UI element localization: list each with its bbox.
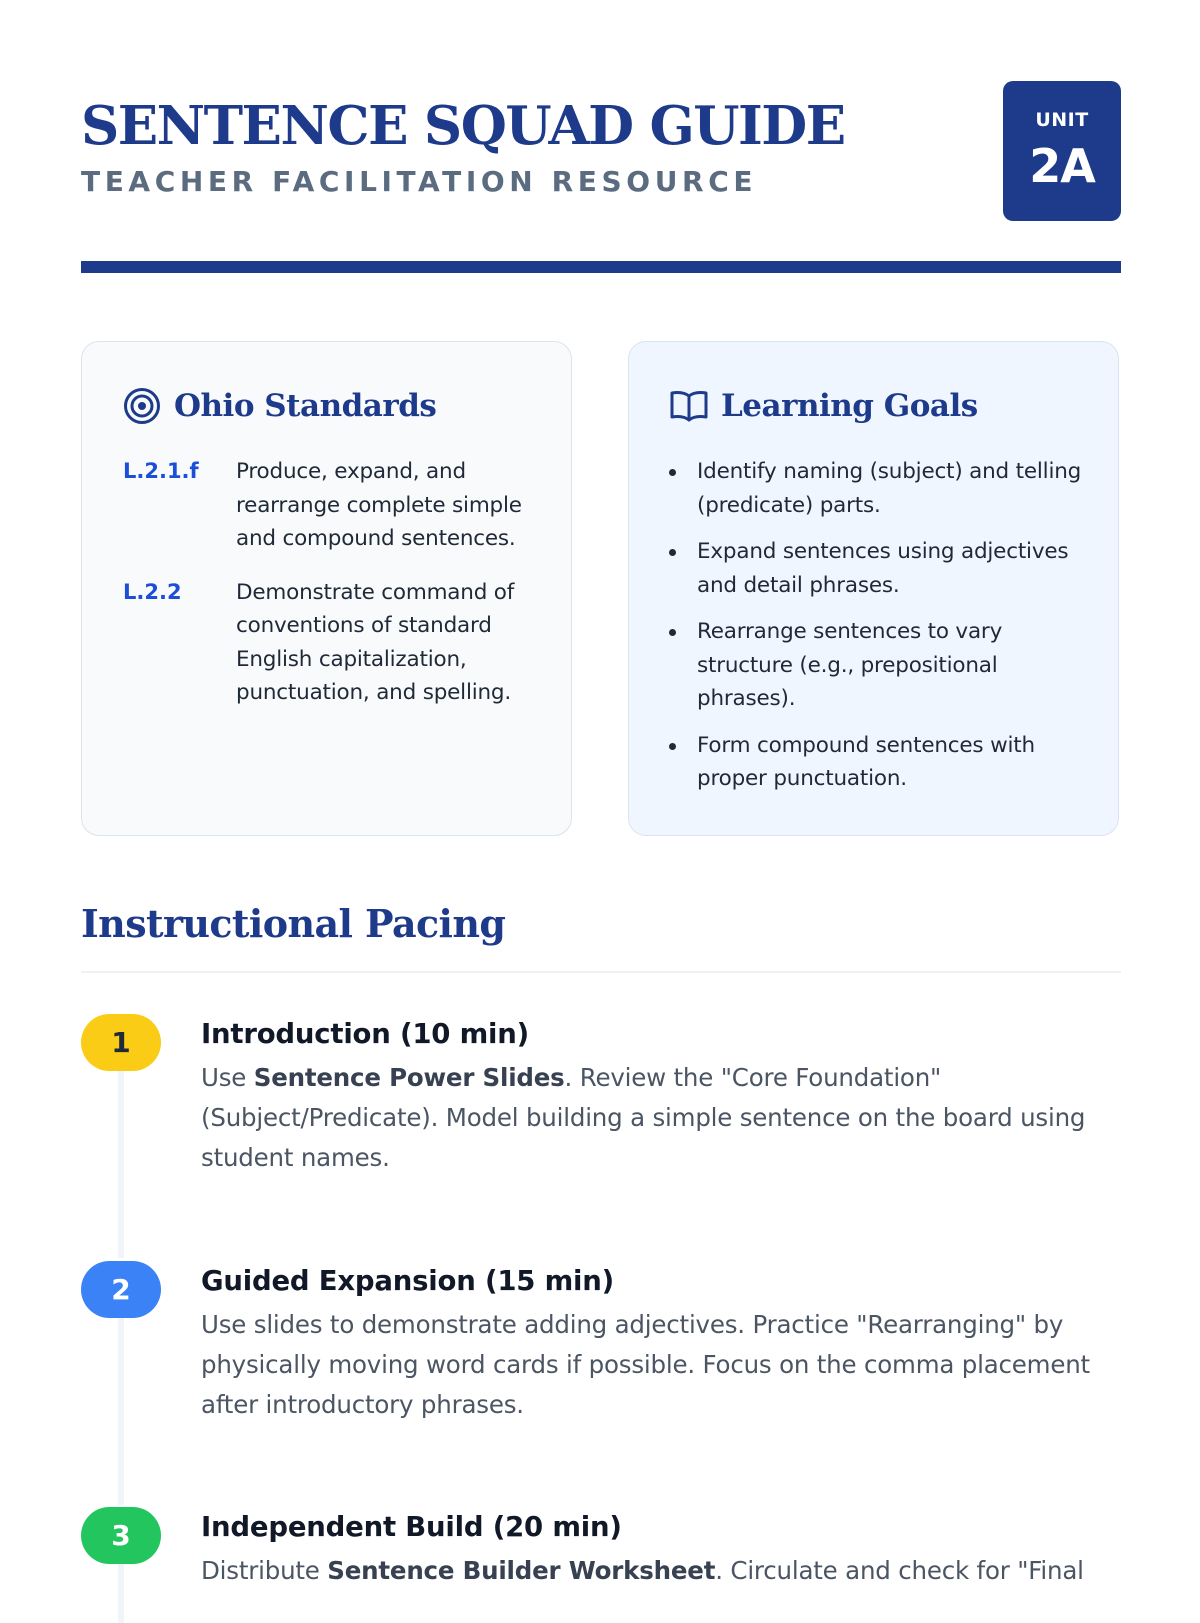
target-icon [122, 386, 162, 426]
step-title: Introduction (10 min) [201, 1018, 530, 1050]
unit-badge [1003, 81, 1121, 221]
step-number-badge: 1 [81, 1014, 161, 1071]
goals-card [628, 341, 1119, 836]
timeline-line [118, 1297, 124, 1505]
standard-item [123, 455, 543, 556]
list-item [669, 455, 1099, 522]
step-desc-resource: Sentence Builder Worksheet [327, 1556, 716, 1585]
unit-label: UNIT [1035, 109, 1089, 131]
step-number-badge: 2 [81, 1261, 161, 1318]
step-description [201, 1551, 1116, 1591]
pacing-divider [81, 971, 1121, 973]
unit-value: 2A [1029, 139, 1095, 193]
book-icon [669, 386, 709, 426]
goals-title: Learning Goals [721, 388, 978, 424]
pacing-title: Instructional Pacing [81, 901, 506, 946]
step-desc-text: Distribute [201, 1556, 328, 1585]
standards-card-header [122, 384, 436, 428]
step-desc-resource: Sentence Power Slides [253, 1063, 565, 1092]
goal-text: Form compound sentences with proper punctuation. [697, 732, 1035, 791]
bullet-icon [669, 469, 676, 476]
goals-card-header [669, 384, 978, 428]
step-number-badge: 3 [81, 1507, 161, 1564]
step-desc-text: Use [201, 1063, 254, 1092]
timeline-line [118, 1050, 124, 1258]
standard-code: L.2.1.f [123, 459, 199, 483]
step-description [201, 1058, 1116, 1178]
standard-text: Produce, expand, and rearrange complete simple and compound sentences. [236, 459, 522, 551]
bullet-icon [669, 743, 676, 750]
document-header [81, 78, 1121, 228]
list-item [669, 615, 1099, 716]
step-title: Independent Build (20 min) [201, 1511, 622, 1543]
standards-title: Ohio Standards [174, 388, 437, 424]
standard-item [123, 576, 543, 710]
goal-text: Expand sentences using adjectives and detail phrases. [697, 539, 1069, 598]
list-item [669, 729, 1099, 796]
bullet-icon [669, 629, 676, 636]
step-description [201, 1305, 1116, 1425]
standards-card [81, 341, 572, 836]
standard-code: L.2.2 [123, 579, 182, 604]
list-item [669, 535, 1099, 602]
goal-text: Identify naming (subject) and telling (predicate) parts. [697, 459, 1082, 518]
bullet-icon [669, 549, 676, 556]
step-desc-text: . Circulate and check for "Final [715, 1556, 1084, 1585]
header-divider [81, 261, 1121, 273]
goal-text: Rearrange sentences to vary structure (e.g., prepositional phrases). [697, 619, 1003, 711]
goals-list [669, 455, 1099, 809]
step-desc-text: . Review the "Core Foundation" (Subject/Predicate). Model building a simple sentence on the board using student names. [201, 1063, 1086, 1172]
step-desc-text: Use slides to demonstrate adding adjectives. Practice "Rearranging" by physically moving word cards if possible. Focus on the comma placement after introductory phrases. [201, 1310, 1090, 1419]
step-title: Guided Expansion (15 min) [201, 1265, 614, 1297]
standard-text: Demonstrate command of conventions of standard English capitalization, punctuation, and spelling. [236, 579, 515, 705]
document-title: SENTENCE SQUAD GUIDE [81, 95, 845, 157]
document-subtitle: TEACHER FACILITATION RESOURCE [81, 165, 758, 198]
standards-list [123, 455, 543, 730]
